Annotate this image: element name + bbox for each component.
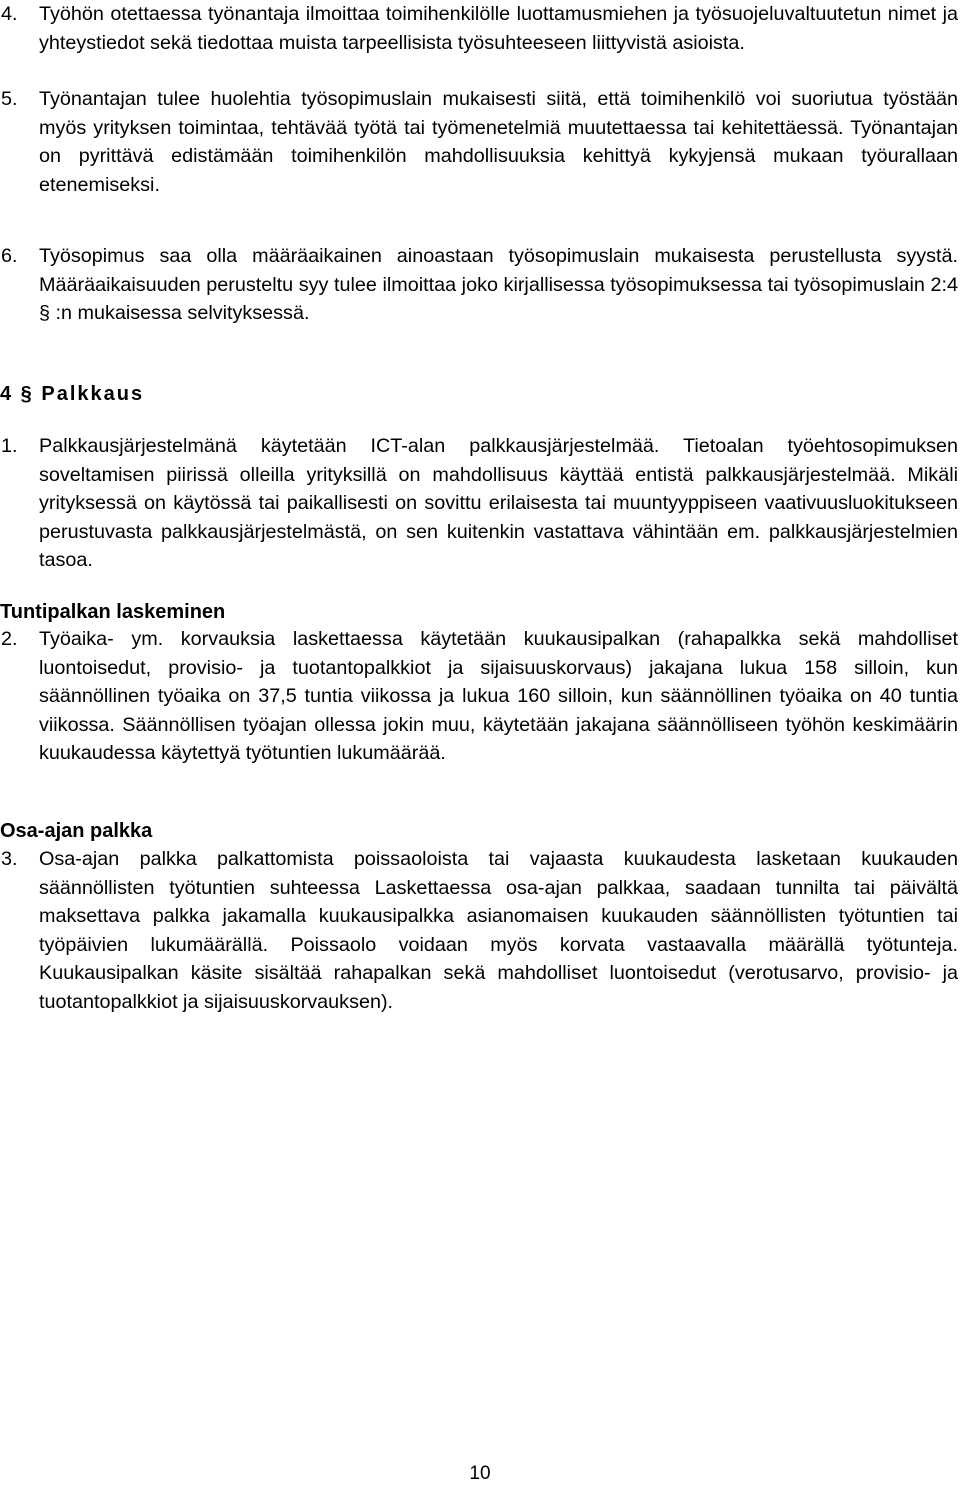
- page-number: 10: [469, 1463, 491, 1484]
- section-item-2: [0, 625, 958, 768]
- item-text: Työhön otettaessa työnantaja ilmoittaa toimihenkilölle luottamusmiehen ja työsuojeluvaltuutetun nimet ja yhteystiedot sekä tiedottaa muista tarpeellisista työsuhteeseen liittyvistä asioista.: [39, 3, 958, 54]
- list-item-5: [0, 85, 958, 199]
- subheading-tuntipalkan-laskeminen: Tuntipalkan laskeminen: [0, 601, 226, 623]
- section-heading-palkkaus: 4 § Palkkaus: [0, 383, 145, 405]
- item-number: 4.: [1, 3, 18, 25]
- item-number: 1.: [1, 435, 18, 457]
- item-text: Työsopimus saa olla määräaikainen ainoastaan työsopimuslain mukaisesta perustellusta syystä. Määräaikaisuuden perusteltu syy tulee ilmoittaa joko kirjallisessa työsopimuksessa tai työsopimuslain 2:4 § :n mukaisessa selvityksessä.: [39, 245, 958, 324]
- item-text: Palkkausjärjestelmänä käytetään ICT-alan palkkausjärjestelmää. Tietoalan työehtosopimuksen soveltamisen piirissä olleilla yrityksillä on mahdollisuus käyttää entistä palkkausjärjestelmää. Mikäli yrityksessä on käytössä tai paikallisesti on sovittu erilaisesta tai muuntyyppiseen vaativuusluokitukseen perustuvasta palkkausjärjestelmästä, on sen kuitenkin vastattava vähintään em. palkkausjärjestelmien tasoa.: [39, 435, 958, 571]
- item-text: Työnantajan tulee huolehtia työsopimuslain mukaisesti siitä, että toimihenkilö voi suoriutua työstään myös yrityksen toimintaa, tehtävää työtä tai työmenetelmiä muutettaessa tai kehitettäessä. Työnantajan on pyrittävä edistämään toimihenkilön mahdollisuuksia kehittyä kykyjensä mukaan työurallaan etenemiseksi.: [39, 88, 958, 196]
- item-number: 3.: [1, 848, 18, 870]
- section-item-1: [0, 432, 958, 575]
- item-number: 5.: [1, 88, 18, 110]
- item-text: Osa-ajan palkka palkattomista poissaoloista tai vajaasta kuukaudesta lasketaan kuukauden säännöllisten työtuntien suhteessa Laskettaessa osa-ajan palkkaa, saadaan tunnilta tai päivältä maksettava palkka jakamalla kuukausipalkka asianomaisen kuukauden säännöllisten työtuntien tai työpäivien lukumäärällä. Poissaolo voidaan myös korvata vastaavalla määrällä työtunteja. Kuukausipalkan käsite sisältää rahapalkan sekä mahdolliset luontoisedut (verotusarvo, provisio- ja tuotantopalkkiot ja sijaisuuskorvauksen).: [39, 848, 958, 1013]
- subheading-osa-ajan-palkka: Osa-ajan palkka: [0, 820, 153, 842]
- list-item-4: [0, 0, 958, 57]
- item-number: 2.: [1, 628, 18, 650]
- item-number: 6.: [1, 245, 18, 267]
- list-item-6: [0, 242, 958, 328]
- item-text: Työaika- ym. korvauksia laskettaessa käytetään kuukausipalkan (rahapalkka sekä mahdolliset luontoisedut, provisio- ja tuotantopalkkiot ja sijaisuuskorvaus) jakajana lukua 158 silloin, kun säännöllinen työaika on 37,5 tuntia viikossa ja lukua 160 silloin, kun säännöllinen työaika on 40 tuntia viikossa. Säännöllisen työajan ollessa jokin muu, käytetään jakajana säännölliseen työhön keskimäärin kuukaudessa käytettyä työtuntien lukumäärää.: [39, 628, 958, 764]
- section-item-3: [0, 845, 958, 1016]
